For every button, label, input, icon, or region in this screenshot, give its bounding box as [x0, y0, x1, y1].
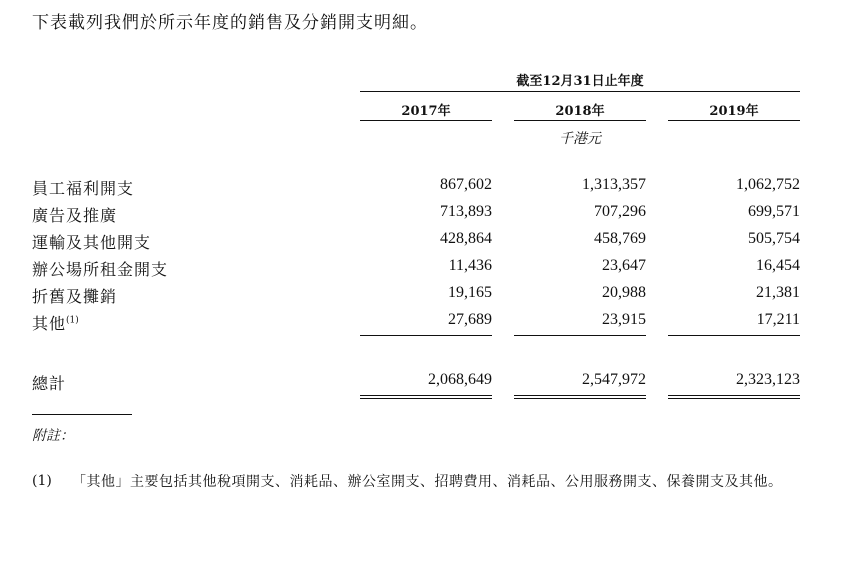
row-label-depreciation: 折舊及攤銷 [32, 287, 118, 306]
total-double-rule-2018-a [514, 395, 646, 396]
year-header-2017: 2017年 [401, 104, 451, 119]
cell-value: 505,754 [748, 230, 800, 247]
cell-value: 17,211 [756, 311, 800, 328]
cell-value: 458,769 [594, 230, 646, 247]
row-label-others [32, 311, 79, 334]
cell-value: 867,602 [440, 176, 492, 193]
row-label-transport: 運輸及其他開支 [32, 233, 152, 252]
footnote-ref: (1) [66, 315, 79, 326]
row-label-staff-benefits: 員工福利開支 [32, 179, 135, 198]
year-rule-2017 [360, 120, 492, 121]
intro-text: 下表載列我們於所示年度的銷售及分銷開支明細。 [32, 13, 428, 33]
cell-value: 713,893 [440, 203, 492, 220]
row-label-others-text: 其他 [32, 314, 67, 333]
total-double-rule-2019-b [668, 398, 800, 399]
cell-value: 16,454 [756, 257, 800, 274]
subtotal-rule-2019 [668, 335, 800, 336]
year-header-2019: 2019年 [709, 104, 759, 119]
period-header: 截至12月31日止年度 [516, 74, 644, 89]
subtotal-rule-2018 [514, 335, 646, 336]
cell-value: 1,313,357 [582, 176, 646, 193]
cell-value: 27,689 [448, 311, 492, 328]
footnote-number: (1) [32, 473, 52, 489]
cell-value: 19,165 [448, 284, 492, 301]
subtotal-rule-2017 [360, 335, 492, 336]
period-rule [360, 91, 800, 92]
total-double-rule-2017-a [360, 395, 492, 396]
cell-value: 699,571 [748, 203, 800, 220]
cell-value: 23,915 [602, 311, 646, 328]
cell-value: 707,296 [594, 203, 646, 220]
row-label-office-rent: 辦公場所租金開支 [32, 260, 169, 279]
cell-value: 428,864 [440, 230, 492, 247]
total-double-rule-2019-a [668, 395, 800, 396]
unit-label: 千港元 [559, 131, 601, 147]
year-rule-2019 [668, 120, 800, 121]
row-label-advertising: 廣告及推廣 [32, 206, 118, 225]
total-double-rule-2018-b [514, 398, 646, 399]
total-label: 總計 [32, 374, 67, 393]
cell-value: 23,647 [602, 257, 646, 274]
cell-value: 11,436 [448, 257, 492, 274]
total-value: 2,547,972 [582, 371, 646, 388]
cell-value: 1,062,752 [736, 176, 800, 193]
cell-value: 20,988 [602, 284, 646, 301]
notes-heading: 附註： [32, 428, 74, 444]
notes-separator [32, 414, 132, 415]
total-double-rule-2017-b [360, 398, 492, 399]
footnote-text: 「其他」主要包括其他稅項開支、消耗品、辦公室開支、招聘費用、消耗品、公用服務開支、保養開支及其他。 [72, 474, 783, 490]
total-value: 2,068,649 [428, 371, 492, 388]
year-header-2018: 2018年 [555, 104, 605, 119]
total-value: 2,323,123 [736, 371, 800, 388]
year-rule-2018 [514, 120, 646, 121]
cell-value: 21,381 [756, 284, 800, 301]
